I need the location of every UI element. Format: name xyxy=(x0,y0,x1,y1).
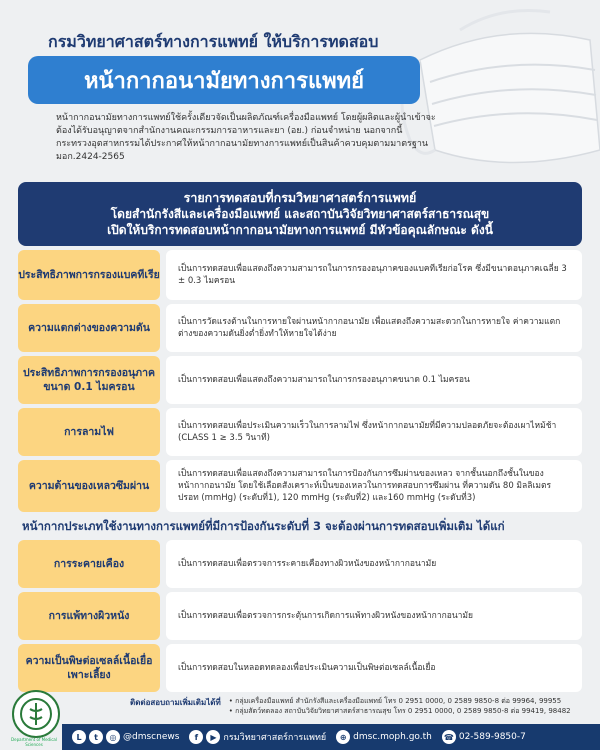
contact-line: • กลุ่มสัตว์ทดลอง สถาบันวิจัยวิทยาศาสตร์สาธารณสุข โทร 0 2951 0000, 0 2589 9850-8 ต่อ 99419, 98482 xyxy=(228,707,571,715)
dmsc-logo xyxy=(12,690,60,738)
footer-bar xyxy=(62,724,600,750)
contact-info xyxy=(130,696,580,716)
test-description: เป็นการทดสอบเพื่อแสดงถึงความสามารถในการกรองอนุภาคขนาด 0.1 ไมครอน xyxy=(166,356,582,404)
test-label: ความต้านของเหลวซึมผ่าน xyxy=(18,460,160,512)
logo-caption: Department of Medical Sciences xyxy=(11,737,57,747)
test-label: ประสิทธิภาพการกรองแบคทีเรีย xyxy=(18,250,160,300)
phone-icon: ☎ xyxy=(442,730,456,744)
test-row xyxy=(18,408,582,456)
test-description: เป็นการทดสอบเพื่อแสดงถึงความสามารถในการป้องกันการซึมผ่านของเหลว จากชั้นนอกถึงชั้นในของหน้ากากอนามัย โดยใช้เลือดสังเคราะห์เป็นของเหลวในการทดสอบการซึมผ่าน ที่ความดัน 80 มิลลิเมตรปรอท (mmHg) (ระดับที่1), 120 mmHg (ระดับที่2) และ160 mmHg (ระดับที่3) xyxy=(166,460,582,512)
test-label: ความแตกต่างของความดัน xyxy=(18,304,160,352)
social-handle[interactable] xyxy=(72,730,179,744)
test-label: การระคายเคือง xyxy=(18,540,160,588)
phone-link[interactable] xyxy=(442,730,526,744)
youtube-icon: ▶ xyxy=(206,730,220,744)
extra-test-row xyxy=(18,644,582,692)
test-row xyxy=(18,356,582,404)
social-handle-text: @dmscnews xyxy=(123,732,180,742)
extra-test-row xyxy=(18,540,582,588)
facebook-page[interactable] xyxy=(189,730,326,744)
contact-heading: ติดต่อสอบถามเพิ่มเติมได้ที่ xyxy=(130,698,221,707)
test-description: เป็นการทดสอบเพื่อตรวจการระคายเคืองทางผิวหนังของหน้ากากอนามัย xyxy=(166,540,582,588)
test-label: ความเป็นพิษต่อเซลล์เนื้อเยื่อเพาะเลี้ยง xyxy=(18,644,160,692)
page-title-banner xyxy=(28,56,420,104)
info-line-2: โดยสำนักรังสีและเครื่องมือแพทย์ และสถาบันวิจัยวิทยาศาสตร์สาธารณสุข xyxy=(110,207,490,221)
website-link[interactable] xyxy=(336,730,432,744)
phone-text: 02-589-9850-7 xyxy=(458,732,526,742)
test-description: เป็นการทดสอบเพื่อแสดงถึงความสามารถในการกรองอนุภาคของแบคทีเรียก่อโรค ซึ่งมีขนาดอนุภาคเฉลี่ย 3 ± 0.3 ไมครอน xyxy=(166,250,582,300)
test-description: เป็นการวัดแรงต้านในการหายใจผ่านหน้ากากอนามัย เพื่อแสดงถึงความสะดวกในการหายใจ ค่าความแตกต่างของความดันยิ่งต่ำยิ่งทำให้หายใจได้ง่าย xyxy=(166,304,582,352)
intro-paragraph: หน้ากากอนามัยทางการแพทย์ใช้ครั้งเดียวจัดเป็นผลิตภัณฑ์เครื่องมือแพทย์ โดยผู้ผลิตและผู้นำเข้าจะต้องได้รับอนุญาตจากสำนักงานคณะกรรมการอาหารและยา (อย.) ก่อนจำหน่าย นอกจากนี้กระทรวงอุตสาหกรรมได้ประกาศให้หน้ากากอนามัยทางการแพทย์เป็นสินค้าควบคุมตามมาตรฐาน มอก.2424-2565 xyxy=(56,113,436,162)
line-icon: L xyxy=(72,730,86,744)
page-subtitle: กรมวิทยาศาสตร์ทางการแพทย์ ให้บริการทดสอบ xyxy=(48,32,379,51)
test-row xyxy=(18,460,582,512)
services-info-box xyxy=(18,182,582,246)
test-row xyxy=(18,304,582,352)
info-line-3: เปิดให้บริการทดสอบหน้ากากอนามัยทางการแพทย์ มีหัวข้อคุณลักษณะ ดังนี้ xyxy=(107,223,493,237)
test-label: การลามไฟ xyxy=(18,408,160,456)
test-description: เป็นการทดสอบในหลอดทดลองเพื่อประเมินความเป็นพิษต่อเซลล์เนื้อเยื่อ xyxy=(166,644,582,692)
test-label: การแพ้ทางผิวหนัง xyxy=(18,592,160,640)
test-label: ประสิทธิภาพการกรองอนุภาคขนาด 0.1 ไมครอน xyxy=(18,356,160,404)
info-line-1: รายการทดสอบที่กรมวิทยาศาสตร์การแพทย์ xyxy=(183,190,417,205)
test-description: เป็นการทดสอบเพื่อประเมินความเร็วในการลามไฟ ซึ่งหน้ากากอนามัยที่มีความปลอดภัยจะต้องเผาไหม้ช้า (CLASS 1 ≥ 3.5 วินาที) xyxy=(166,408,582,456)
test-description: เป็นการทดสอบเพื่อตรวจการกระตุ้นการเกิดการแพ้ทางผิวหนังของหน้ากากอนามัย xyxy=(166,592,582,640)
instagram-icon: ◎ xyxy=(106,730,120,744)
globe-icon: ⊕ xyxy=(336,730,350,744)
page-title: หน้ากากอนามัยทางการแพทย์ xyxy=(83,68,365,94)
contact-line: • กลุ่มเครื่องมือแพทย์ สำนักรังสีและเครื่องมือแพทย์ โทร 0 2951 0000, 0 2589 9850-8 ต่อ 99964, 99955 xyxy=(228,697,562,705)
organization-name: กรมวิทยาศาสตร์การแพทย์ xyxy=(223,733,327,743)
extra-test-row xyxy=(18,592,582,640)
facebook-icon: f xyxy=(189,730,203,744)
test-row xyxy=(18,250,582,300)
twitter-icon: t xyxy=(89,730,103,744)
website-text: dmsc.moph.go.th xyxy=(353,732,432,742)
extra-tests-heading: หน้ากากประเภทใช้งานทางการแพทย์ที่มีการป้องกันระดับที่ 3 จะต้องผ่านการทดสอบเพิ่มเติม ได้แก่ xyxy=(22,519,505,533)
